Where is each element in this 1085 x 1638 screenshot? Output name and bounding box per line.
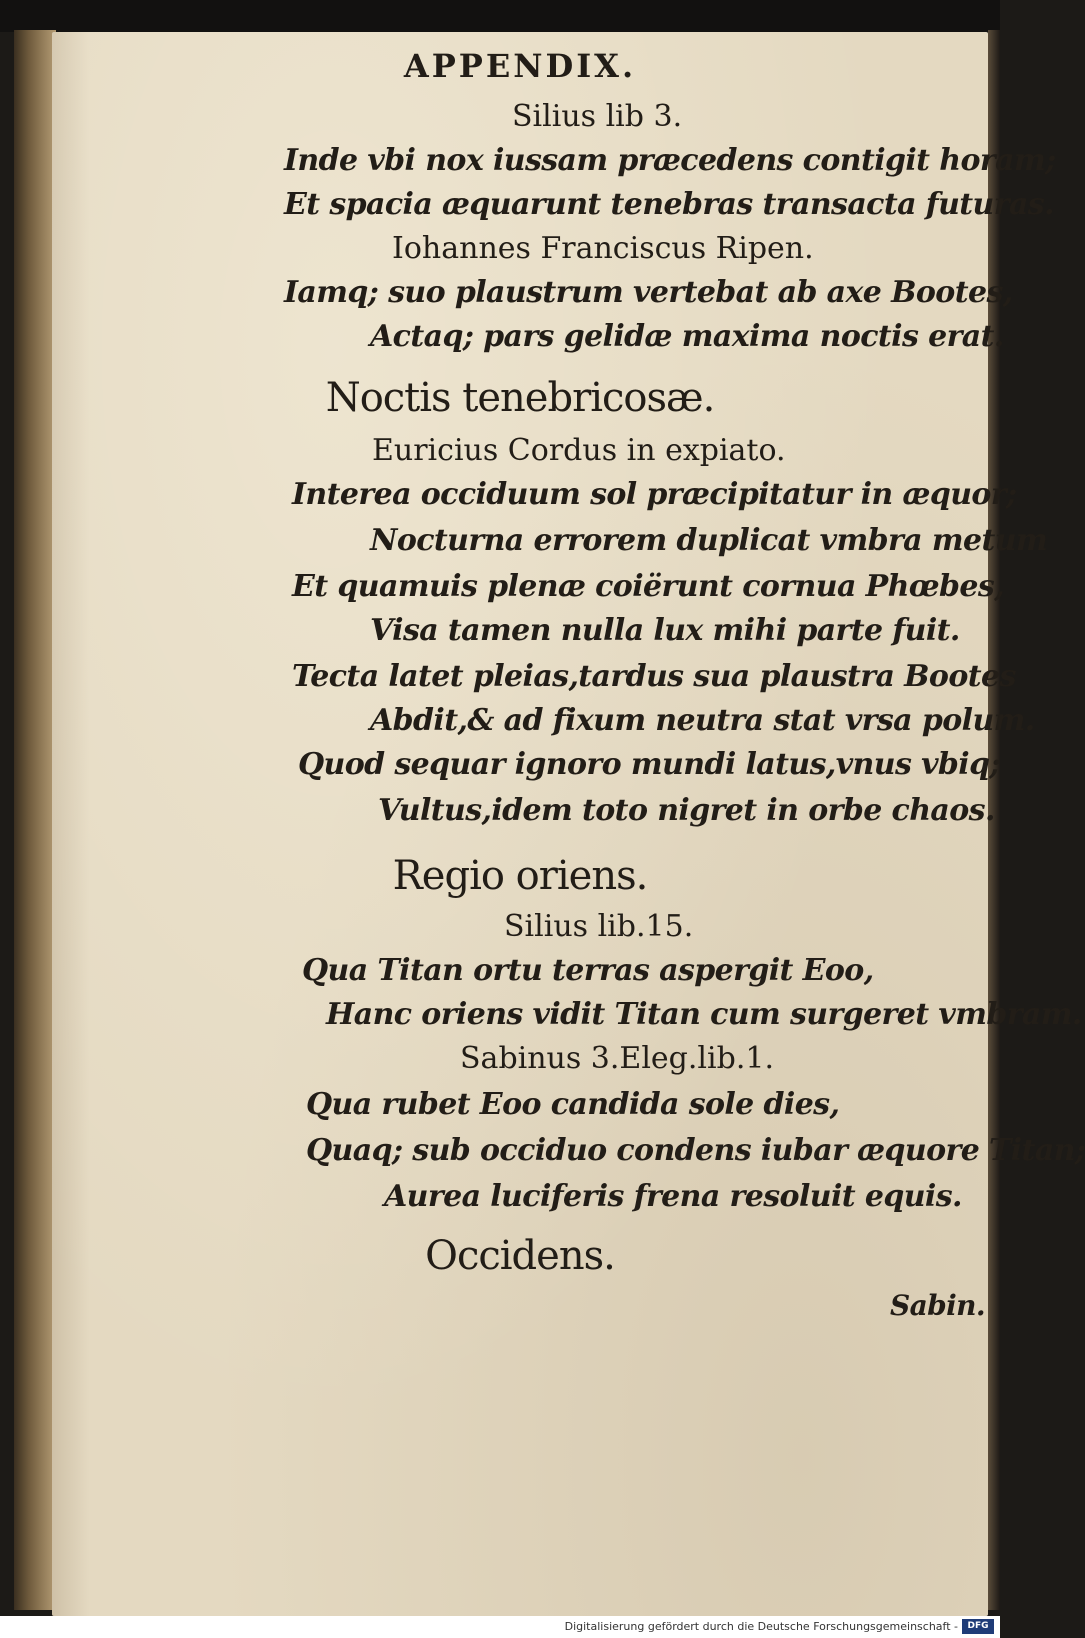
- citation-sabinus: Sabinus 3.Eleg.lib.1.: [460, 1041, 774, 1076]
- citation-silius-15: Silius lib.15.: [504, 909, 694, 944]
- page-text: [52, 32, 1085, 1592]
- verse-line: Nocturna errorem duplicat vmbra metum: [370, 523, 1048, 558]
- scan-background-top: [0, 0, 1000, 32]
- verse-line: Et quamuis plenæ coiërunt cornua Phœbes,: [292, 569, 1005, 604]
- section-heading-noctis: Noctis tenebricosæ.: [325, 375, 715, 421]
- verse-line: Visa tamen nulla lux mihi parte fuit.: [370, 613, 960, 648]
- verse-line: Qua rubet Eoo candida sole dies,: [306, 1087, 840, 1122]
- catchword: Sabin.: [890, 1289, 986, 1322]
- binding-edge-left: [14, 30, 56, 1610]
- digitization-footer: [0, 1616, 1000, 1638]
- dfg-logo: DFG: [962, 1619, 994, 1634]
- verse-line: Actaq; pars gelidæ maxima noctis erat.: [370, 319, 1004, 354]
- verse-line: Inde vbi nox iussam præcedens contigit horam;: [284, 143, 1056, 178]
- verse-line: Interea occiduum sol præcipitatur in æquor;: [292, 477, 1017, 512]
- verse-line: Tecta latet pleias,tardus sua plaustra Bootes: [292, 659, 1016, 694]
- verse-line: Vultus,idem toto nigret in orbe chaos.: [378, 793, 995, 828]
- citation-ripen: Iohannes Franciscus Ripen.: [392, 231, 814, 266]
- section-heading-occidens: Occidens.: [425, 1233, 615, 1279]
- section-heading-regio-oriens: Regio oriens.: [392, 853, 648, 899]
- verse-line: Quod sequar ignoro mundi latus,vnus vbiq;: [298, 747, 1000, 782]
- citation-silius-3: Silius lib 3.: [512, 99, 683, 134]
- verse-line: Qua Titan ortu terras aspergit Eoo,: [302, 953, 874, 988]
- footer-credit-text: Digitalisierung gefördert durch die Deutsche Forschungsgemeinschaft -: [564, 1620, 958, 1633]
- citation-cordus: Euricius Cordus in expiato.: [372, 433, 786, 468]
- verse-line: Aurea luciferis frena resoluit equis.: [384, 1179, 962, 1214]
- verse-line: Iamq; suo plaustrum vertebat ab axe Bootes,: [284, 275, 1013, 310]
- running-head: APPENDIX.: [403, 47, 637, 85]
- verse-line: Et spacia æquarunt tenebras transacta futuras.: [284, 187, 1054, 222]
- verse-line: Quaq; sub occiduo condens iubar æquore Titan;: [306, 1133, 1085, 1168]
- verse-line: Abdit,& ad fixum neutra stat vrsa polum.: [370, 703, 1035, 738]
- verse-line: Hanc oriens vidit Titan cum surgeret vmbram.: [326, 997, 1082, 1032]
